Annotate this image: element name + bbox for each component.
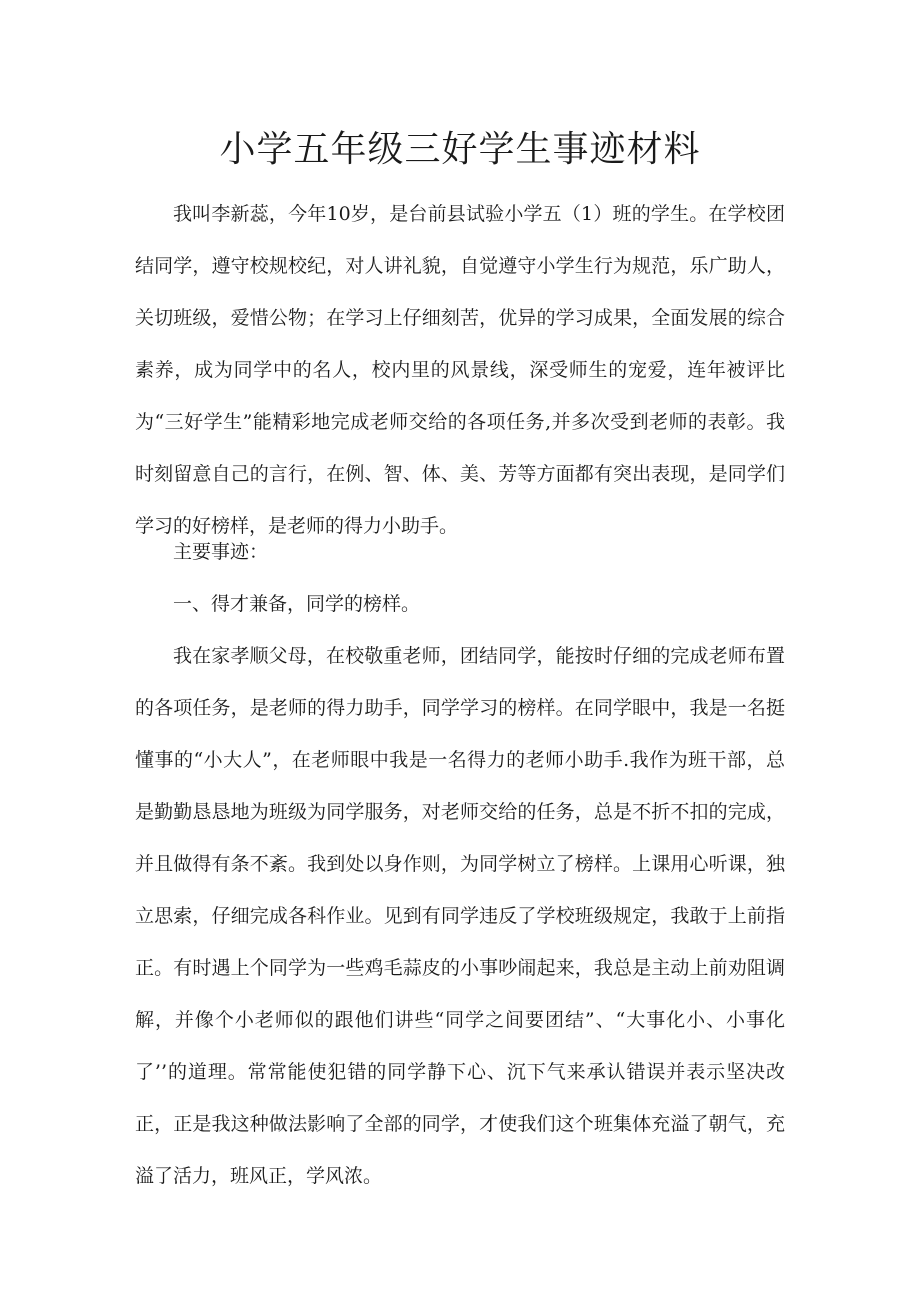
section-one-paragraph: 我在家孝顺父母，在校敬重老师，团结同学，能按时仔细的完成老师布置的各项任务，是老师的得力助手，同学学习的榜样。在同学眼中，我是一名挺懂事的“小大人”，在老师眼中我是一名得力的老师小助手.我作为班干部，总是勤勤恳恳地为班级为同学服务，对老师交给的任务，总是不折不扣的完成，并且做得有条不紊。我到处以身作则，为同学树立了榜样。上课用心听课，独立思索，仔细完成各科作业。见到有同学违反了学校班级规定，我敢于上前指正。有时遇上个同学为一些鸡毛蒜皮的小事吵闹起来，我总是主动上前劝阻调解，并像个小老师似的跟他们讲些“同学之间要团结”、“大事化小、小事化了’’的道理。常常能使犯错的同学静下心、沉下气来承认错误并表示坚决改正，正是我这种做法影响了全部的同学，才使我们这个班集体充溢了朝气，充溢了活力，班风正，学风浓。 bbox=[135, 645, 785, 1187]
main-deeds-heading: 主要事迹： bbox=[173, 541, 269, 563]
intro-paragraph: 我叫李新蕊，今年10岁，是台前县试验小学五（1）班的学生。在学校团结同学，遵守校规校纪，对人讲礼貌，自觉遵守小学生行为规范，乐广助人，关切班级，爱惜公物；在学习上仔细刻苦，优异的学习成果，全面发展的综合素养，成为同学中的名人，校内里的风景线，深受师生的宠爱，连年被评比为“三好学生”能精彩地完成老师交给的各项任务,并多次受到老师的表彰。我时刻留意自己的言行，在例、智、体、美、芳等方面都有突出表现，是同学们学习的好榜样，是老师的得力小助手。 bbox=[135, 203, 785, 537]
document-title: 小学五年级三好学生事迹材料 bbox=[219, 129, 701, 170]
section-one-heading: 一、得才兼备，同学的榜样。 bbox=[173, 593, 421, 615]
